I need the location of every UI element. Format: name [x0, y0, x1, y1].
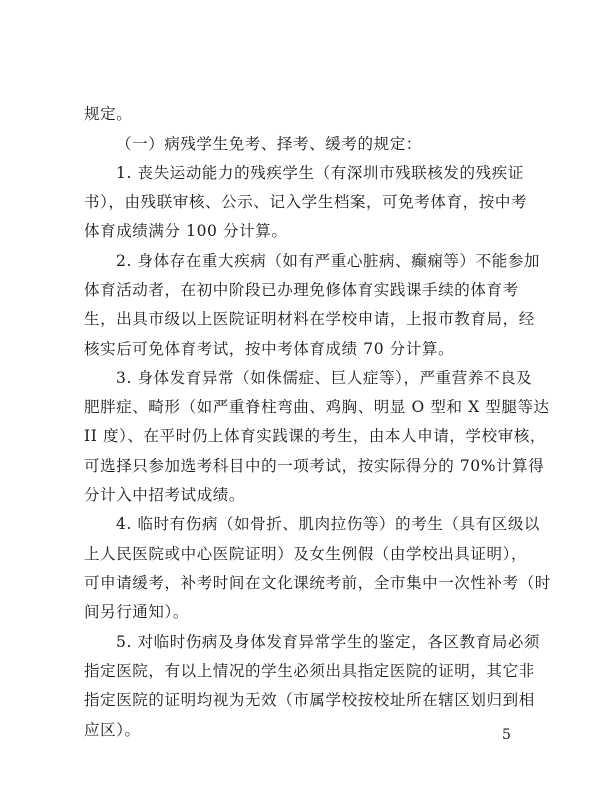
text-line: 分计入中招考试成绩。: [84, 486, 246, 504]
text-line: 5. 对临时伤病及身体发育异常学生的鉴定，各区教育局必须: [116, 633, 541, 651]
text-line: 生，出具市级以上医院证明材料在学校申请，上报市教育局，经: [84, 310, 535, 328]
text-line: 指定医院的证明均视为无效（市属学校按校址所在辖区划归到相: [84, 691, 535, 709]
text-line: 书），由残联审核、公示、记入学生档案，可免考体育，按中考: [84, 193, 528, 211]
text-line: 可申请缓考，补考时间在文化课统考前，全市集中一次性补考（时: [84, 574, 551, 592]
text-line: 规定。: [84, 105, 133, 123]
text-line: 上人民医院或中心医院证明）及女生例假（由学校出具证明），: [84, 545, 528, 563]
text-line: 指定医院，有以上情况的学生必须出具指定医院的证明，其它非: [84, 662, 535, 680]
page-number: 5: [502, 727, 511, 743]
text-line: 可选择只参加选考科目中的一项考试，按实际得分的 70%计算得: [84, 457, 545, 475]
text-line: 应区）。: [84, 721, 141, 739]
text-line: 1. 丧失运动能力的残疾学生（有深圳市残联核发的残疾证: [116, 164, 524, 182]
text-line: 2. 身体存在重大疾病（如有严重心脏病、癫痫等）不能参加: [116, 252, 541, 270]
section-heading: （一）病残学生免考、择考、缓考的规定：: [116, 135, 422, 153]
text-line: 体育成绩满分 100 分计算。: [84, 222, 288, 240]
text-line: 3. 身体发育异常（如侏儒症、巨人症等），严重营养不良及: [116, 369, 533, 387]
text-line: II 度）、在平时仍上体育实践课的考生，由本人申请，学校审核，: [84, 427, 547, 445]
text-line: 间另行通知）。: [84, 603, 189, 621]
text-line: 核实后可免体育考试，按中考体育成绩 70 分计算。: [84, 340, 455, 358]
text-line: 肥胖症、畸形（如严重脊柱弯曲、鸡胸、明显 O 型和 X 型腿等达: [84, 398, 550, 416]
text-line: 体育活动者，在初中阶段已办理免修体育实践课手续的体育考: [84, 281, 519, 299]
text-line: 4. 临时有伤病（如骨折、肌肉拉伤等）的考生（具有区级以: [116, 515, 541, 533]
